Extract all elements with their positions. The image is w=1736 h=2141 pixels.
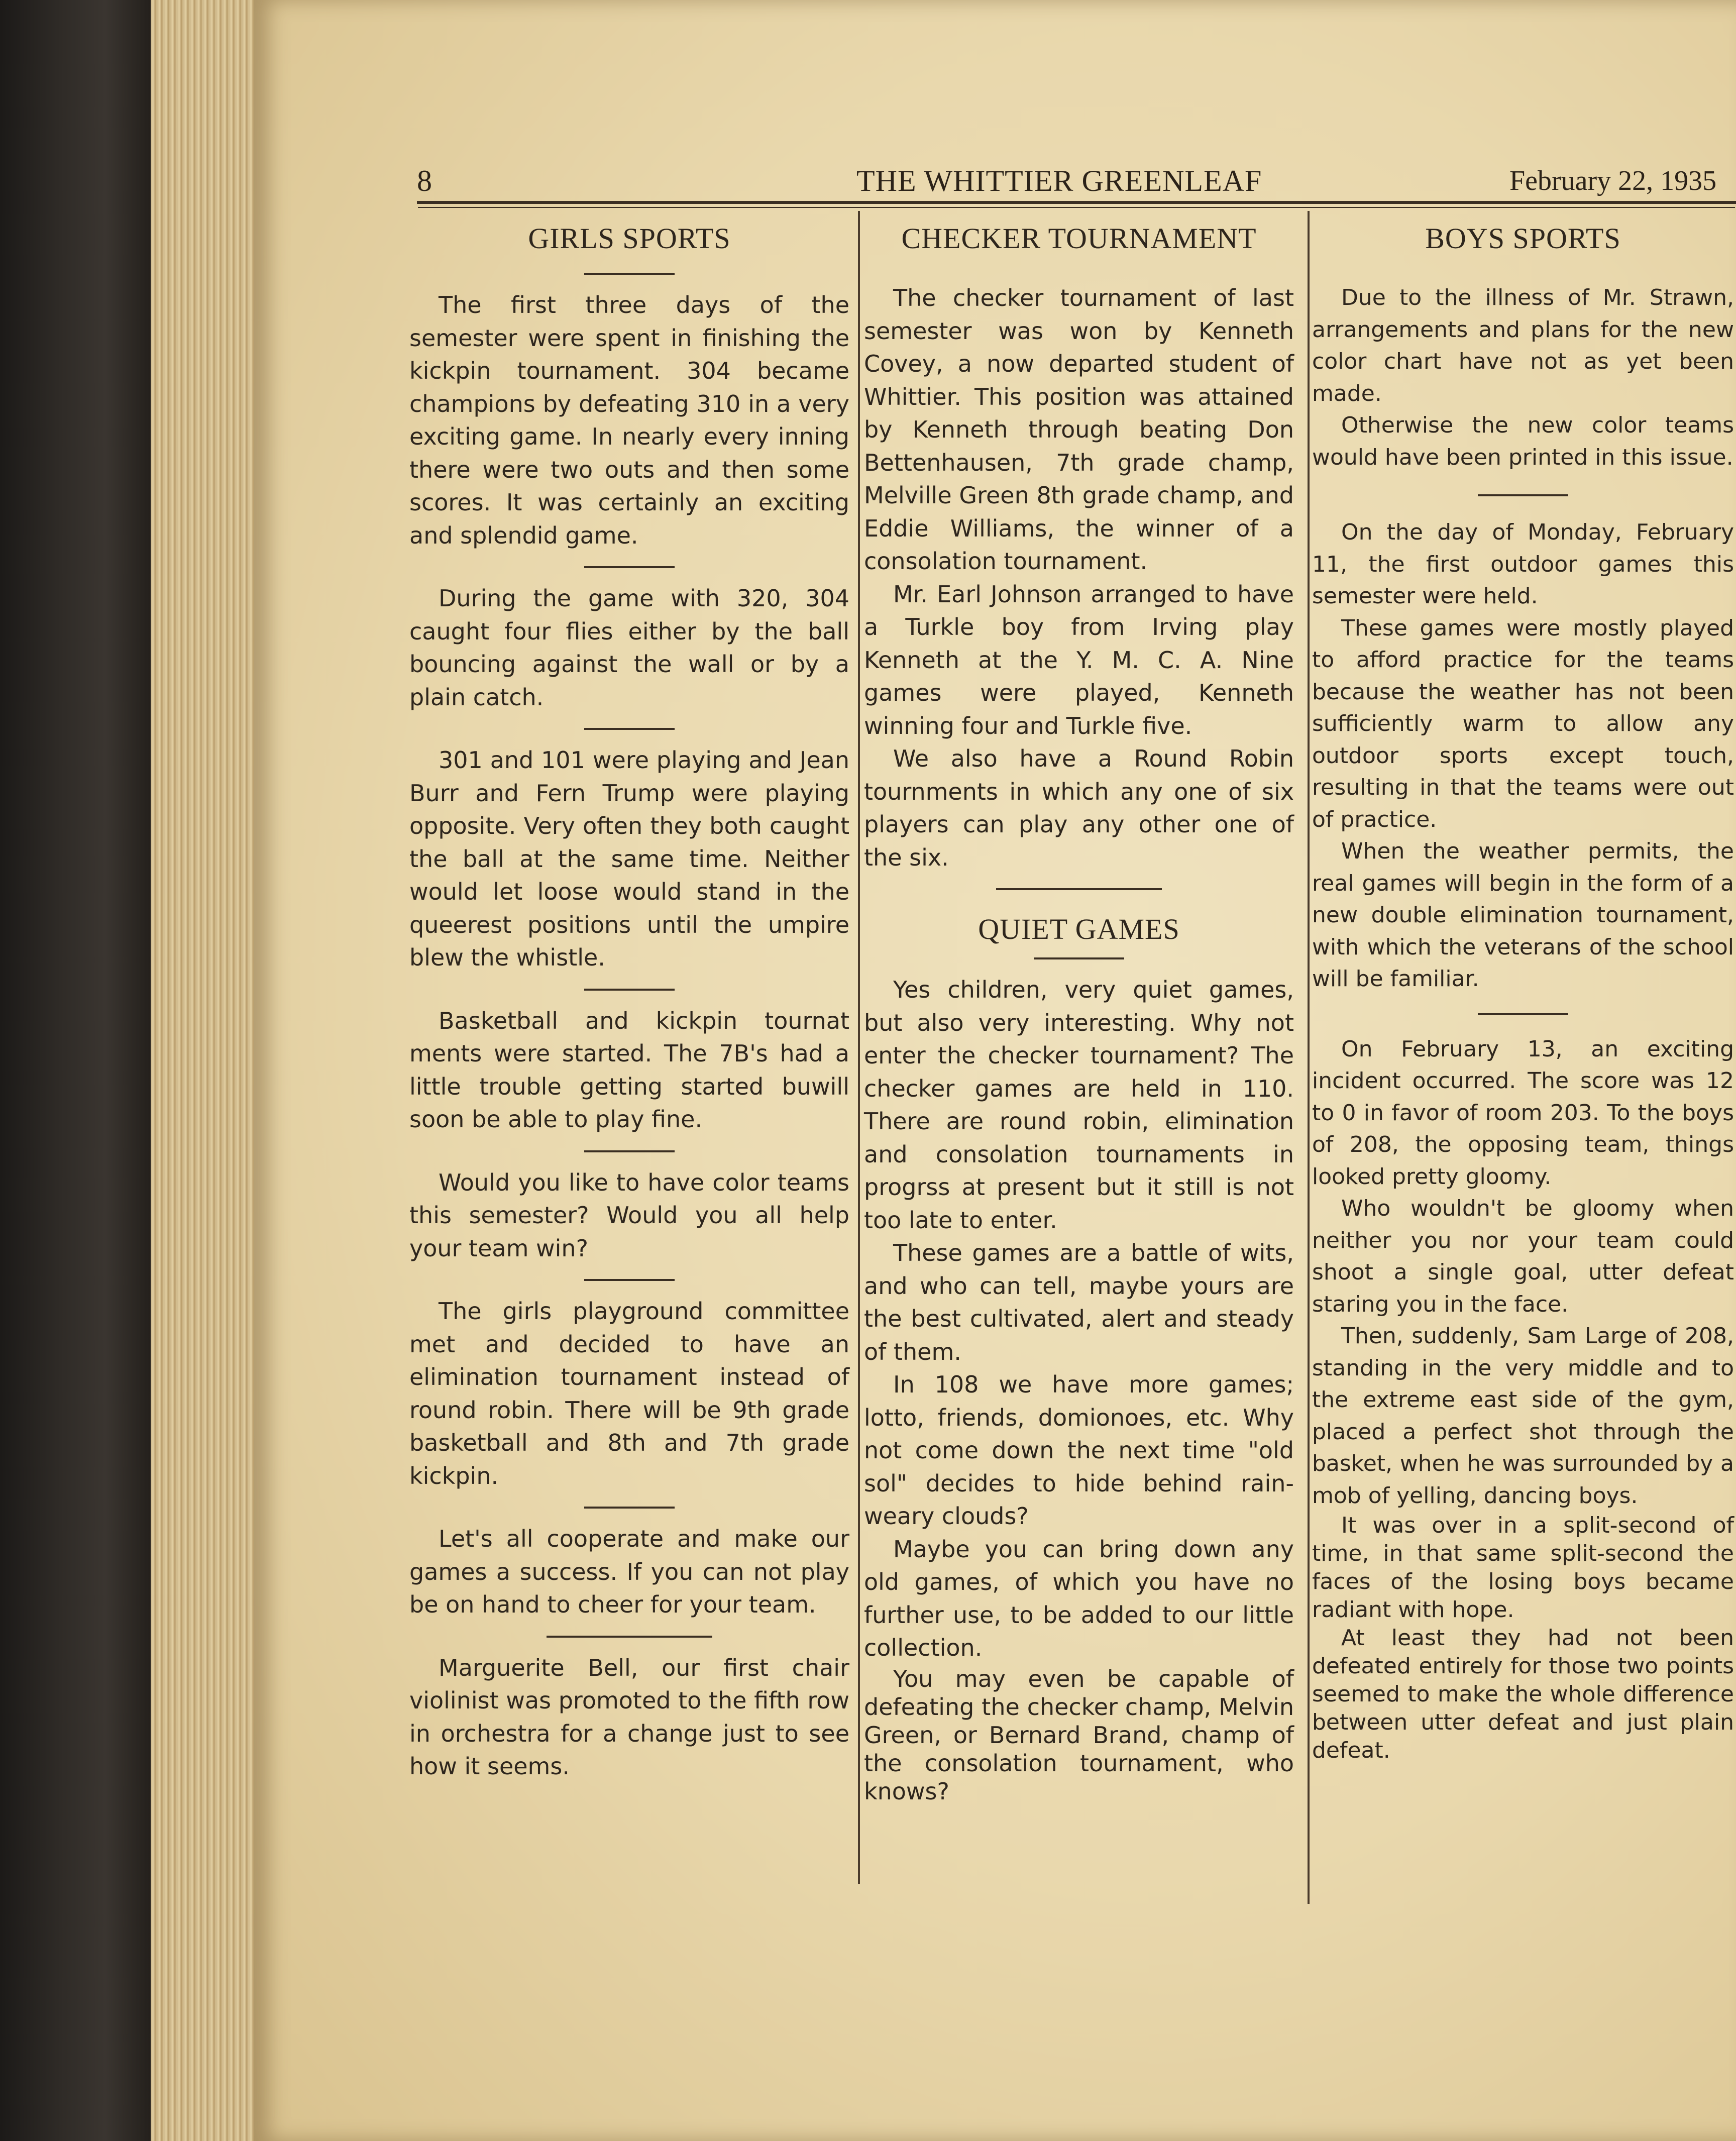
quiet-games-paragraph: These games are a battle of wits, and who can tell, maybe yours are the best cultivated, alert and steady of them. <box>864 1239 1294 1365</box>
girls-sports-paragraph: Marguerite Bell, our first chair violinist was promoted to the fifth row in orchestra for a change just to see how it seems. <box>409 1654 849 1780</box>
quiet-games-paragraph: You may even be capable of defeating the checker champ, Melvin Green, or Bernard Brand, champ of the consolation tournament, who knows? <box>864 1665 1294 1805</box>
header-rule <box>417 201 1736 204</box>
column-divider <box>1308 211 1310 1904</box>
checker-heading: CHECKER TOURNAMENT <box>901 222 1257 255</box>
quiet-games-paragraph: Yes children, very quiet games, but also very interesting. Why not enter the checker tournament? The checker games are held in 110. There are round robin, elimination and consolation tournaments in progrss at present but it still is not too late to enter. <box>864 976 1294 1234</box>
boys-sports-paragraph: Who wouldn't be gloomy when neither you nor your team could shoot a single goal, utter defeat staring you in the face. <box>1312 1196 1734 1317</box>
checker-paragraph: The checker tournament of last semester was won by Kenneth Covey, a now departed student of Whittier. This position was attained by Kenneth through beating Don Bettenhausen, 7th grade champ, Melville Green 8th grade champ, and Eddie Williams, the winner of a consolation tournament. <box>864 284 1294 575</box>
boys-sports-paragraph: On February 13, an exciting incident occurred. The score was 12 to 0 in favor of room 203. To the boys of 208, the opposing team, things looked pretty gloomy. <box>1312 1036 1734 1190</box>
boys-sports-paragraph: These games were mostly played to afford practice for the teams because the weather has not been sufficiently warm to allow any outdoor sports except touch, resulting in that the teams were out of practice. <box>1312 615 1734 832</box>
divider <box>584 728 675 730</box>
quiet-games-paragraph: Maybe you can bring down any old games, of which you have no further use, to be added to our little collection. <box>864 1535 1294 1661</box>
divider <box>584 1507 675 1509</box>
boys-sports-heading: BOYS SPORTS <box>1425 222 1621 255</box>
girls-sports-paragraph: Basketball and kickpin tournat ments were started. The 7B's had a little trouble getting started buwill soon be able to play fine. <box>409 1007 849 1133</box>
boys-sports-paragraph: On the day of Monday, February 11, the first outdoor games this semester were held. <box>1312 519 1734 609</box>
checker-paragraph: Mr. Earl Johnson arranged to have a Turkle boy from Irving play Kenneth at the Y. M. C. A. Nine games were played, Kenneth winning four and Turkle five. <box>864 580 1294 739</box>
quiet-games-paragraph: In 108 we have more games; lotto, friends, domionoes, etc. Why not come down the next time "old sol" decides to hide behind rain-weary clouds? <box>864 1371 1294 1530</box>
issue-date: February 22, 1935 <box>1509 165 1717 196</box>
girls-sports-paragraph: 301 and 101 were playing and Jean Burr and Fern Trump were playing opposite. Very often they both caught the ball at the same time. Neither would let loose would stand in the queerest positions until the umpire blew the whistle. <box>409 746 849 971</box>
girls-sports-paragraph: The first three days of the semester were spent in finishing the kickpin tournament. 304 became champions by defeating 310 in a very exciting game. In nearly every inning there were two outs and then some scores. It was certainly an exciting and splendid game. <box>409 291 849 549</box>
boys-sports-paragraph: At least they had not been defeated entirely for those two points seemed to make the whole difference between utter defeat and just plain defeat. <box>1312 1625 1734 1763</box>
boys-sports-paragraph: It was over in a split-second of time, in that same split-second the faces of the losing boys became radiant with hope. <box>1312 1513 1734 1623</box>
boys-sports-column <box>1312 213 1734 1765</box>
girls-sports-paragraph: Let's all cooperate and make our games a success. If you can not play be on hand to cheer for your team. <box>409 1525 849 1618</box>
checker-paragraph: We also have a Round Robin tournments in which any one of six players can play any other one of the six. <box>864 745 1294 871</box>
girls-sports-column <box>409 213 849 1783</box>
boys-sports-paragraph: Due to the illness of Mr. Strawn, arrangements and plans for the new color chart have not as yet been made. <box>1312 285 1734 406</box>
column-divider <box>858 211 860 1884</box>
paper-title: THE WHITTIER GREENLEAF <box>856 164 1262 197</box>
divider <box>584 1150 675 1152</box>
divider <box>1478 1013 1568 1015</box>
checker-column <box>864 213 1294 1805</box>
divider <box>1478 494 1568 496</box>
boys-sports-paragraph: Then, suddenly, Sam Large of 208, standing in the very middle and to the extreme east side of the gym, placed a perfect shot through the basket, when he was surrounded by a mob of yelling, dancing boys. <box>1312 1323 1734 1509</box>
divider <box>1034 957 1124 959</box>
girls-sports-paragraph: Would you like to have color teams this semester? Would you all help your team win? <box>409 1168 849 1262</box>
boys-sports-paragraph: Otherwise the new color teams would have been printed in this issue. <box>1312 412 1734 470</box>
divider <box>584 989 675 991</box>
divider <box>547 1636 712 1638</box>
girls-sports-heading: GIRLS SPORTS <box>528 222 731 255</box>
page-number: 8 <box>417 164 432 197</box>
divider <box>584 273 675 275</box>
girls-sports-paragraph: The girls playground committee met and decided to have an elimination tournament instead of round robin. There will be 9th grade basketball and 8th and 7th grade kickpin. <box>409 1298 849 1489</box>
divider <box>584 1279 675 1281</box>
boys-sports-paragraph: When the weather permits, the real games will begin in the form of a new double elimination tournament, with which the veterans of the school will be familiar. <box>1312 838 1734 992</box>
book-binding <box>0 0 151 2141</box>
quiet-games-heading: QUIET GAMES <box>978 913 1180 945</box>
divider <box>996 888 1162 890</box>
page-edges <box>151 0 256 2141</box>
divider <box>584 566 675 568</box>
girls-sports-paragraph: During the game with 320, 304 caught four flies either by the ball bouncing against the wall or by a plain catch. <box>409 585 849 711</box>
